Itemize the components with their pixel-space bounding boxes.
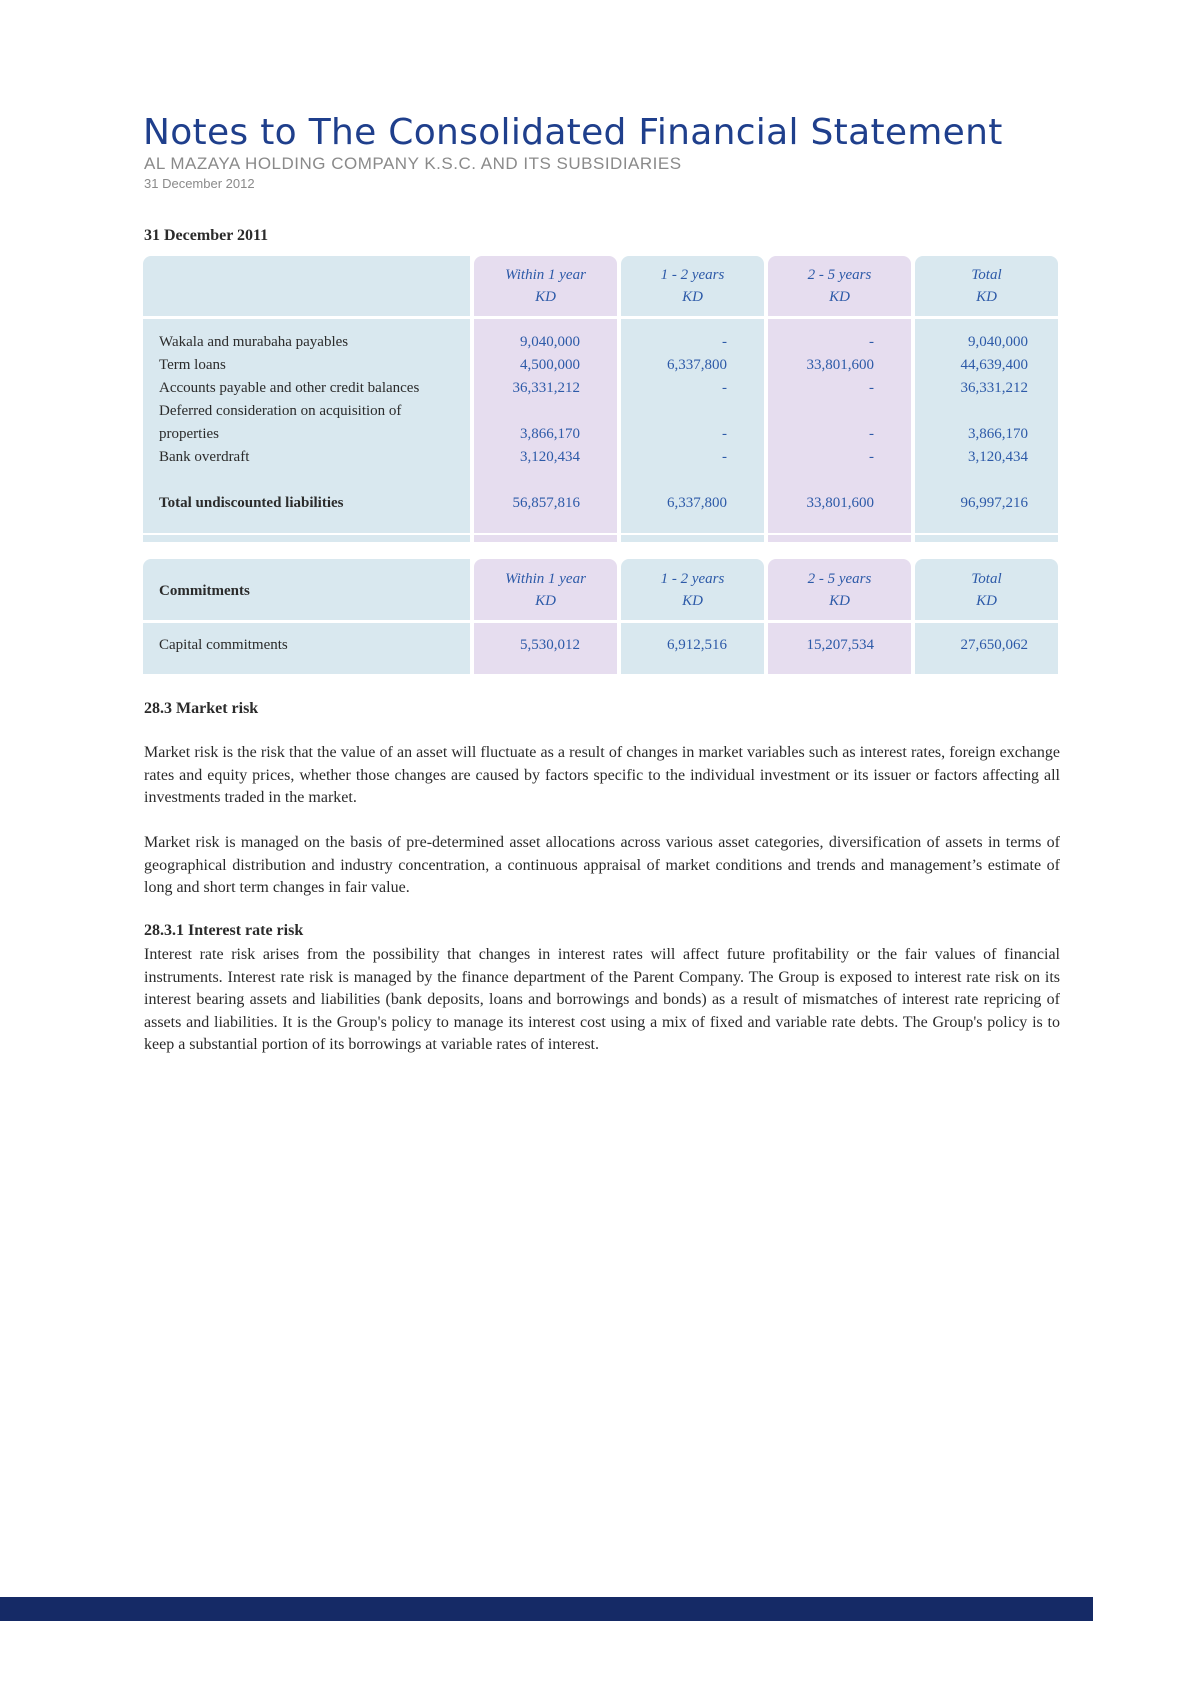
cell-value: 9,040,000 [520, 334, 580, 350]
cell-value: - [869, 380, 874, 396]
label-column [143, 559, 470, 674]
cell-value: 4,500,000 [520, 357, 580, 373]
cell-value: 36,331,212 [960, 380, 1028, 396]
cell-value: 27,650,062 [960, 637, 1028, 653]
report-date: 31 December 2012 [144, 176, 255, 191]
total-value: 56,857,816 [512, 495, 580, 511]
cell-value: 3,866,170 [968, 426, 1028, 442]
footer-bar [0, 1597, 1093, 1621]
row-label: Bank overdraft [159, 449, 250, 465]
interest-rate-risk-heading: 28.3.1 Interest rate risk [144, 922, 304, 939]
commitments-table [143, 559, 1060, 674]
cell-value: - [869, 426, 874, 442]
total-value: 6,337,800 [667, 495, 727, 511]
cell-value: 6,912,516 [667, 637, 727, 653]
section-date: 31 December 2011 [144, 227, 269, 244]
cell-value: 36,331,212 [512, 380, 580, 396]
row-label: Accounts payable and other credit balances [159, 380, 420, 396]
cell-value: 6,337,800 [667, 357, 727, 373]
column-header: Within 1 year KD [505, 571, 586, 609]
column-header: Total KD [971, 267, 1002, 305]
divider [143, 620, 1060, 623]
row-label: Wakala and murabaha payables [159, 334, 349, 350]
page-title: Notes to The Consolidated Financial Statement [143, 112, 1003, 153]
row-label: Deferred consideration on acquisition of [159, 403, 402, 419]
cell-value: - [722, 426, 727, 442]
liabilities-table [143, 256, 1060, 542]
cell-value: - [869, 449, 874, 465]
market-risk-paragraph-2: Market risk is managed on the basis of pre-determined asset allocations across various asset categories, diversification of assets in terms of geographical distribution and industry concentration, a continuous appraisal of market conditions and trends and management’s estimate of long and short term changes in fair value. [144, 834, 1060, 896]
column-header: 1 - 2 years KD [660, 571, 725, 609]
cell-value: 3,120,434 [968, 449, 1028, 465]
column-header: 1 - 2 years KD [660, 267, 725, 305]
row-label: Term loans [159, 357, 226, 373]
cell-value: 33,801,600 [806, 357, 874, 373]
cell-value: 3,866,170 [520, 426, 580, 442]
cell-value: - [722, 380, 727, 396]
column-header: 2 - 5 years KD [807, 571, 872, 609]
total-row-label: Total undiscounted liabilities [159, 495, 344, 511]
cell-value: 44,639,400 [960, 357, 1028, 373]
cell-value: 15,207,534 [806, 637, 874, 653]
market-risk-heading: 28.3 Market risk [144, 700, 259, 717]
cell-value: 3,120,434 [520, 449, 580, 465]
column-header: 2 - 5 years KD [807, 267, 872, 305]
column-header: Total KD [971, 571, 1002, 609]
market-risk-paragraph-1: Market risk is the risk that the value of an asset will fluctuate as a result of changes in market variables such as interest rates, foreign exchange rates and equity prices, whether those changes are caused by factors specific to the individual investment or its issuer or factors affecting all investments traded in the market. [144, 744, 1060, 806]
commitments-header: Commitments [159, 583, 250, 599]
cell-value: - [722, 449, 727, 465]
column-header: Within 1 year KD [505, 267, 586, 305]
cell-value: - [722, 334, 727, 350]
divider [143, 316, 1060, 319]
company-name: AL MAZAYA HOLDING COMPANY K.S.C. AND ITS SUBSIDIARIES [144, 154, 682, 173]
interest-rate-risk-paragraph: Interest rate risk arises from the possibility that changes in interest rates will affect future profitability or the fair values of financial instruments. Interest rate risk is managed by the finance department of the Parent Company. The Group is exposed to interest rate risk on its interest bearing assets and liabilities (bank deposits, loans and borrowings and bonds) as a result of mismatches of interest rate repricing of assets and liabilities. It is the Group's policy to manage its interest cost using a mix of fixed and variable rate debts. The Group's policy is to keep a substantial portion of its borrowings at variable rates of interest. [144, 946, 1060, 1053]
row-label: Capital commitments [159, 637, 288, 653]
cell-value: 9,040,000 [968, 334, 1028, 350]
row-label: properties [159, 426, 219, 442]
cell-value: 5,530,012 [520, 637, 580, 653]
divider [143, 533, 1060, 535]
cell-value: - [869, 334, 874, 350]
total-value: 96,997,216 [960, 495, 1028, 511]
total-value: 33,801,600 [806, 495, 874, 511]
